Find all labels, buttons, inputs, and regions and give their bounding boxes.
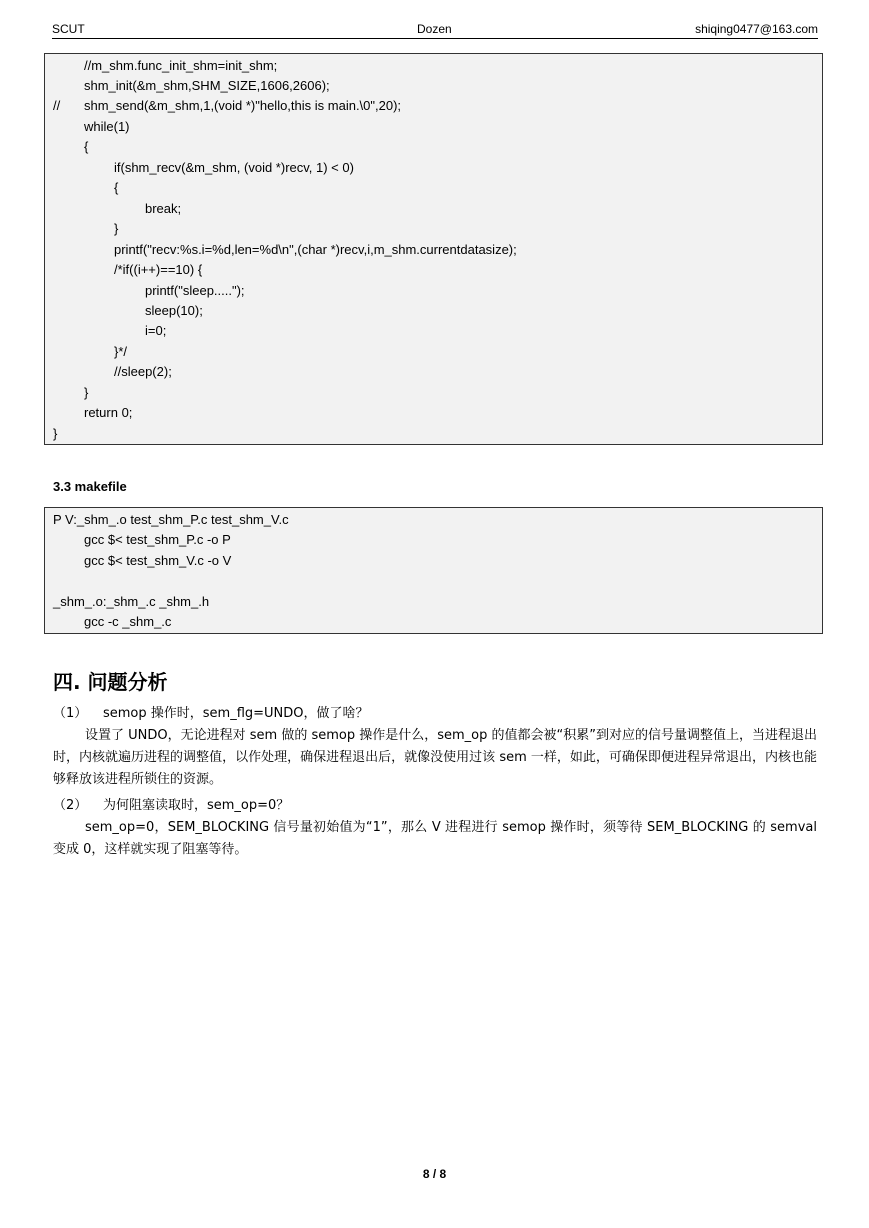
- question-text: semop 操作时，sem_flg=UNDO，做了啥？: [103, 706, 369, 721]
- question-2: [53, 795, 817, 817]
- code-block-main: //m_shm.func_init_shm=init_shm; shm_init(&m_shm,SHM_SIZE,1606,2606); // shm_send(&m_shm,1,(void *)"hello,this is main.\0",20); while(1) { if(shm_recv(&m_shm, (void *)recv, 1) < 0) { break; } printf("recv:%s.i=%d,len=%d\n",(char *)recv,i,m_shm.currentdatasize); /*if((i++)==10) { printf("sleep....."); sleep(10); i=0; }*/ //sleep(2); } return 0; }: [44, 53, 823, 445]
- page-header: [52, 20, 818, 39]
- code-block-makefile: P V:_shm_.o test_shm_P.c test_shm_V.c gcc $< test_shm_P.c -o P gcc $< test_shm_V.c -o V _shm_.o:_shm_.c _shm_.h gcc -c _shm_.c: [44, 507, 823, 634]
- question-1: [53, 703, 817, 725]
- header-email: shiqing0477@163.com: [695, 22, 818, 36]
- question-text: 为何阻塞读取时，sem_op=0？: [103, 798, 290, 813]
- page-number: 8 / 8: [422, 1167, 447, 1181]
- section-title: 四. 问题分析: [53, 670, 168, 694]
- question-number: （2）: [53, 798, 88, 813]
- header-left-text: SCUT: [52, 22, 85, 36]
- question-number: （1）: [53, 706, 88, 721]
- makefile-heading: 3.3 makefile: [53, 479, 127, 494]
- answer-1: 设置了 UNDO，无论进程对 sem 做的 semop 操作是什么，sem_op 的值都会被“积累”到对应的信号量调整值上，当进程退出时，内核就遍历进程的调整值，以作处理，确保进程退出后，就像没使用过该 sem 一样，如此，可确保即便进程异常退出，内核也能够释放该进程所锁住的资源。: [53, 728, 817, 787]
- answer-2: sem_op=0，SEM_BLOCKING 信号量初始值为“1”，那么 V 进程进行 semop 操作时，须等待 SEM_BLOCKING 的 semval 变成 0，这样就实现了阻塞等待。: [53, 820, 817, 857]
- header-center-text: Dozen: [417, 22, 452, 36]
